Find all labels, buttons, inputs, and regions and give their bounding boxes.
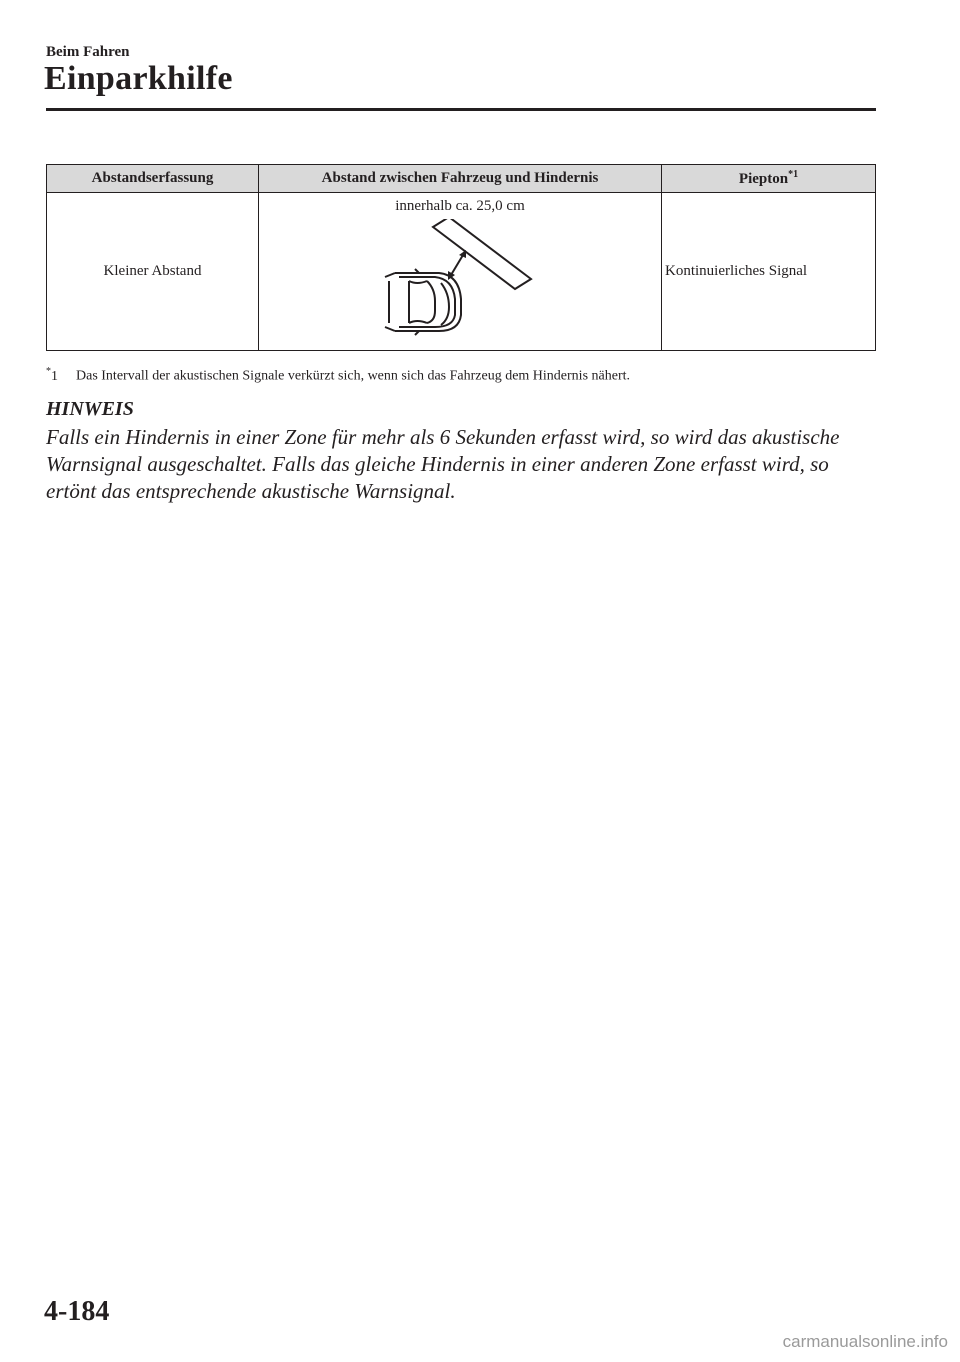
car-top-view-icon	[385, 269, 461, 335]
column-header-detection: Abstandserfassung	[47, 165, 259, 193]
title-rule	[46, 108, 876, 111]
distance-arrow-icon	[448, 250, 466, 280]
cell-beep: Kontinuierliches Signal	[662, 193, 876, 351]
section-label: Beim Fahren	[46, 44, 130, 60]
page-number: 4-184	[44, 1296, 110, 1327]
table-header-row	[47, 165, 876, 193]
footnote-ref: *1	[788, 169, 799, 180]
footnote-text: Das Intervall der akustischen Signale verkürzt sich, wenn sich das Fahrzeug dem Hindernis nähert.	[76, 368, 630, 384]
watermark: carmanualsonline.info	[782, 1332, 948, 1351]
table-row	[47, 193, 876, 351]
column-header-beep-label: Piepton	[738, 171, 789, 187]
footnote-mark: *	[46, 366, 51, 377]
distance-range-label: innerhalb ca. 25,0 cm	[395, 198, 525, 214]
footnote-number: 1	[51, 368, 58, 384]
distance-table	[46, 164, 876, 351]
column-header-distance: Abstand zwischen Fahrzeug und Hindernis	[259, 165, 662, 193]
cell-detection: Kleiner Abstand	[47, 193, 259, 351]
footnote	[46, 366, 630, 385]
column-header-beep	[662, 165, 876, 193]
obstacle-bar-icon	[433, 219, 531, 289]
page-title: Einparkhilfe	[44, 60, 233, 97]
cell-distance	[259, 193, 662, 351]
parking-diagram	[375, 219, 545, 337]
note-heading: HINWEIS	[46, 398, 134, 420]
note-body: Falls ein Hindernis in einer Zone für mehr als 6 Sekunden erfasst wird, so wird das akustische Warnsignal ausgeschaltet. Falls das gleiche Hindernis in einer anderen Zone erfasst wird, so ertönt das entsprechende akustische Warnsignal.	[46, 425, 840, 503]
